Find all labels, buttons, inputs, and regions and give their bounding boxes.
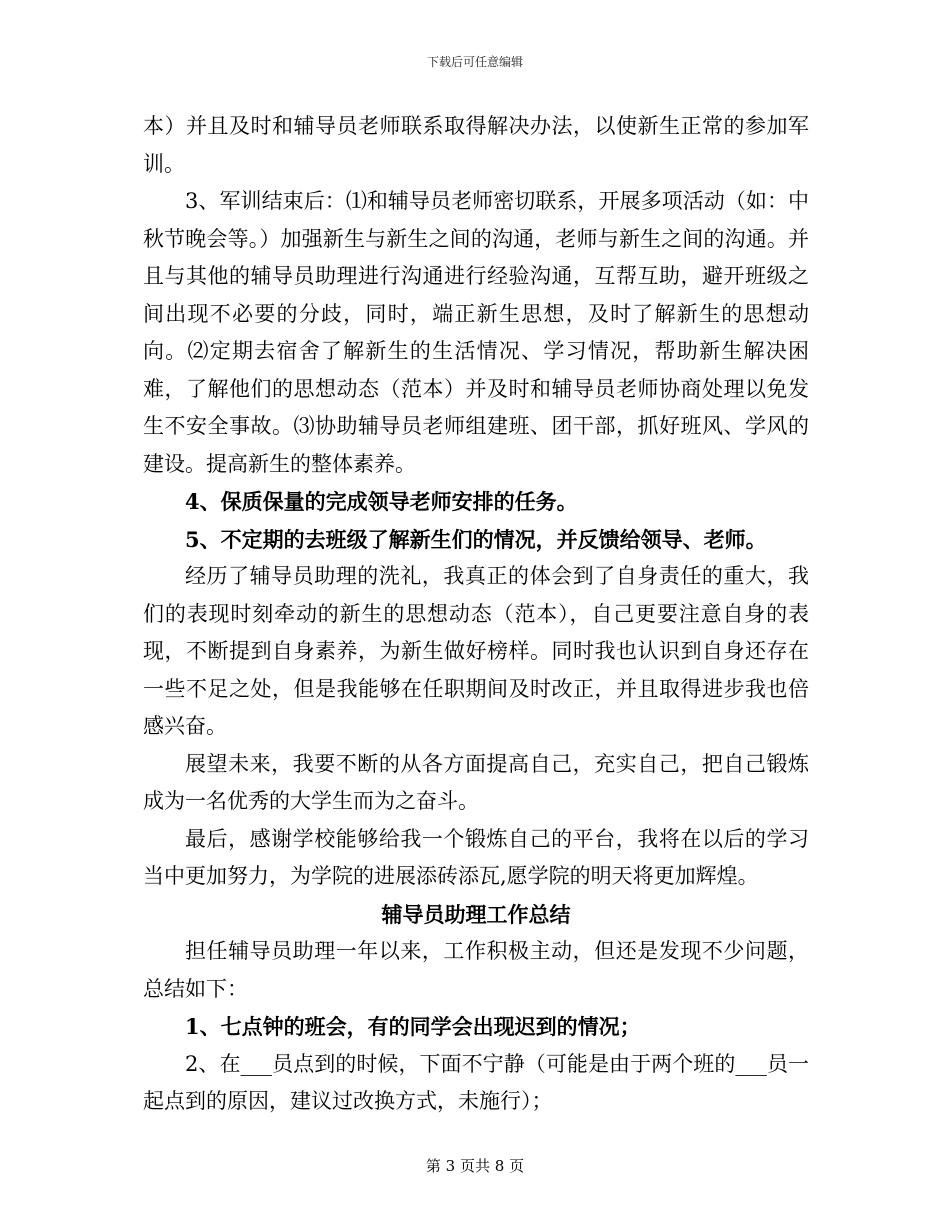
paragraph-thanks: 最后，感谢学校能够给我一个锻炼自己的平台，我将在以后的学习当中更加努力，为学院的进展添砖添瓦,愿学院的明天将更加辉煌。 xyxy=(143,826,809,888)
page-header: 下载后可任意编辑 xyxy=(426,55,523,69)
paragraph-continuation: 本）并且及时和辅导员老师联系取得解决办法，以使新生正常的参加军训。 xyxy=(143,114,809,176)
document-body xyxy=(143,108,809,1121)
paragraph-item-3: 3、军训结束后：⑴和辅导员老师密切联系，开展多项活动（如：中秋节晚会等。）加强新生与新生之间的沟通，老师与新生之间的沟通。并且与其他的辅导员助理进行沟通进行经验沟通，互帮互助，避开班级之间出现不必要的分歧，同时，端正新生思想，及时了解新生的思想动向。⑵定期去宿舍了解新生的生活情况、学习情况，帮助新生解决困难，了解他们的思想动态（范本）并及时和辅导员老师协商处理以免发生不安全事故。⑶协助辅导员老师组建班、团干部，抓好班风、学风的建设。提高新生的整体素养。 xyxy=(143,189,809,476)
section-title: 辅导员助理工作总结 xyxy=(381,901,571,927)
paragraph-outlook: 展望未来，我要不断的从各方面提高自己，充实自己，把自己锻炼成为一名优秀的大学生而为之奋斗。 xyxy=(143,751,809,813)
page-footer: 第 3 页共 8 页 xyxy=(425,1157,525,1175)
paragraph-issue-2: 2、在___员点到的时候，下面不宁静（可能是由于两个班的___员一起点到的原因，建议过改换方式，未施行）； xyxy=(143,1051,809,1113)
paragraph-issue-1: 1、七点钟的班会，有的同学会出现迟到的情况； xyxy=(185,1014,641,1039)
paragraph-summary-intro: 担任辅导员助理一年以来，工作积极主动，但还是发现不少问题，总结如下： xyxy=(143,939,809,1001)
paragraph-reflection: 经历了辅导员助理的洗礼，我真正的体会到了自身责任的重大，我们的表现时刻牵动的新生的思想动态（范本），自己更要注意自身的表现，不断提到自身素养，为新生做好榜样。同时我也认识到自身还存在一些不足之处，但是我能够在任职期间及时改正，并且取得进步我也倍感兴奋。 xyxy=(143,564,809,738)
paragraph-item-5: 5、不定期的去班级了解新生们的情况，并反馈给领导、老师。 xyxy=(185,526,767,552)
paragraph-item-4: 4、保质保量的完成领导老师安排的任务。 xyxy=(185,489,578,514)
